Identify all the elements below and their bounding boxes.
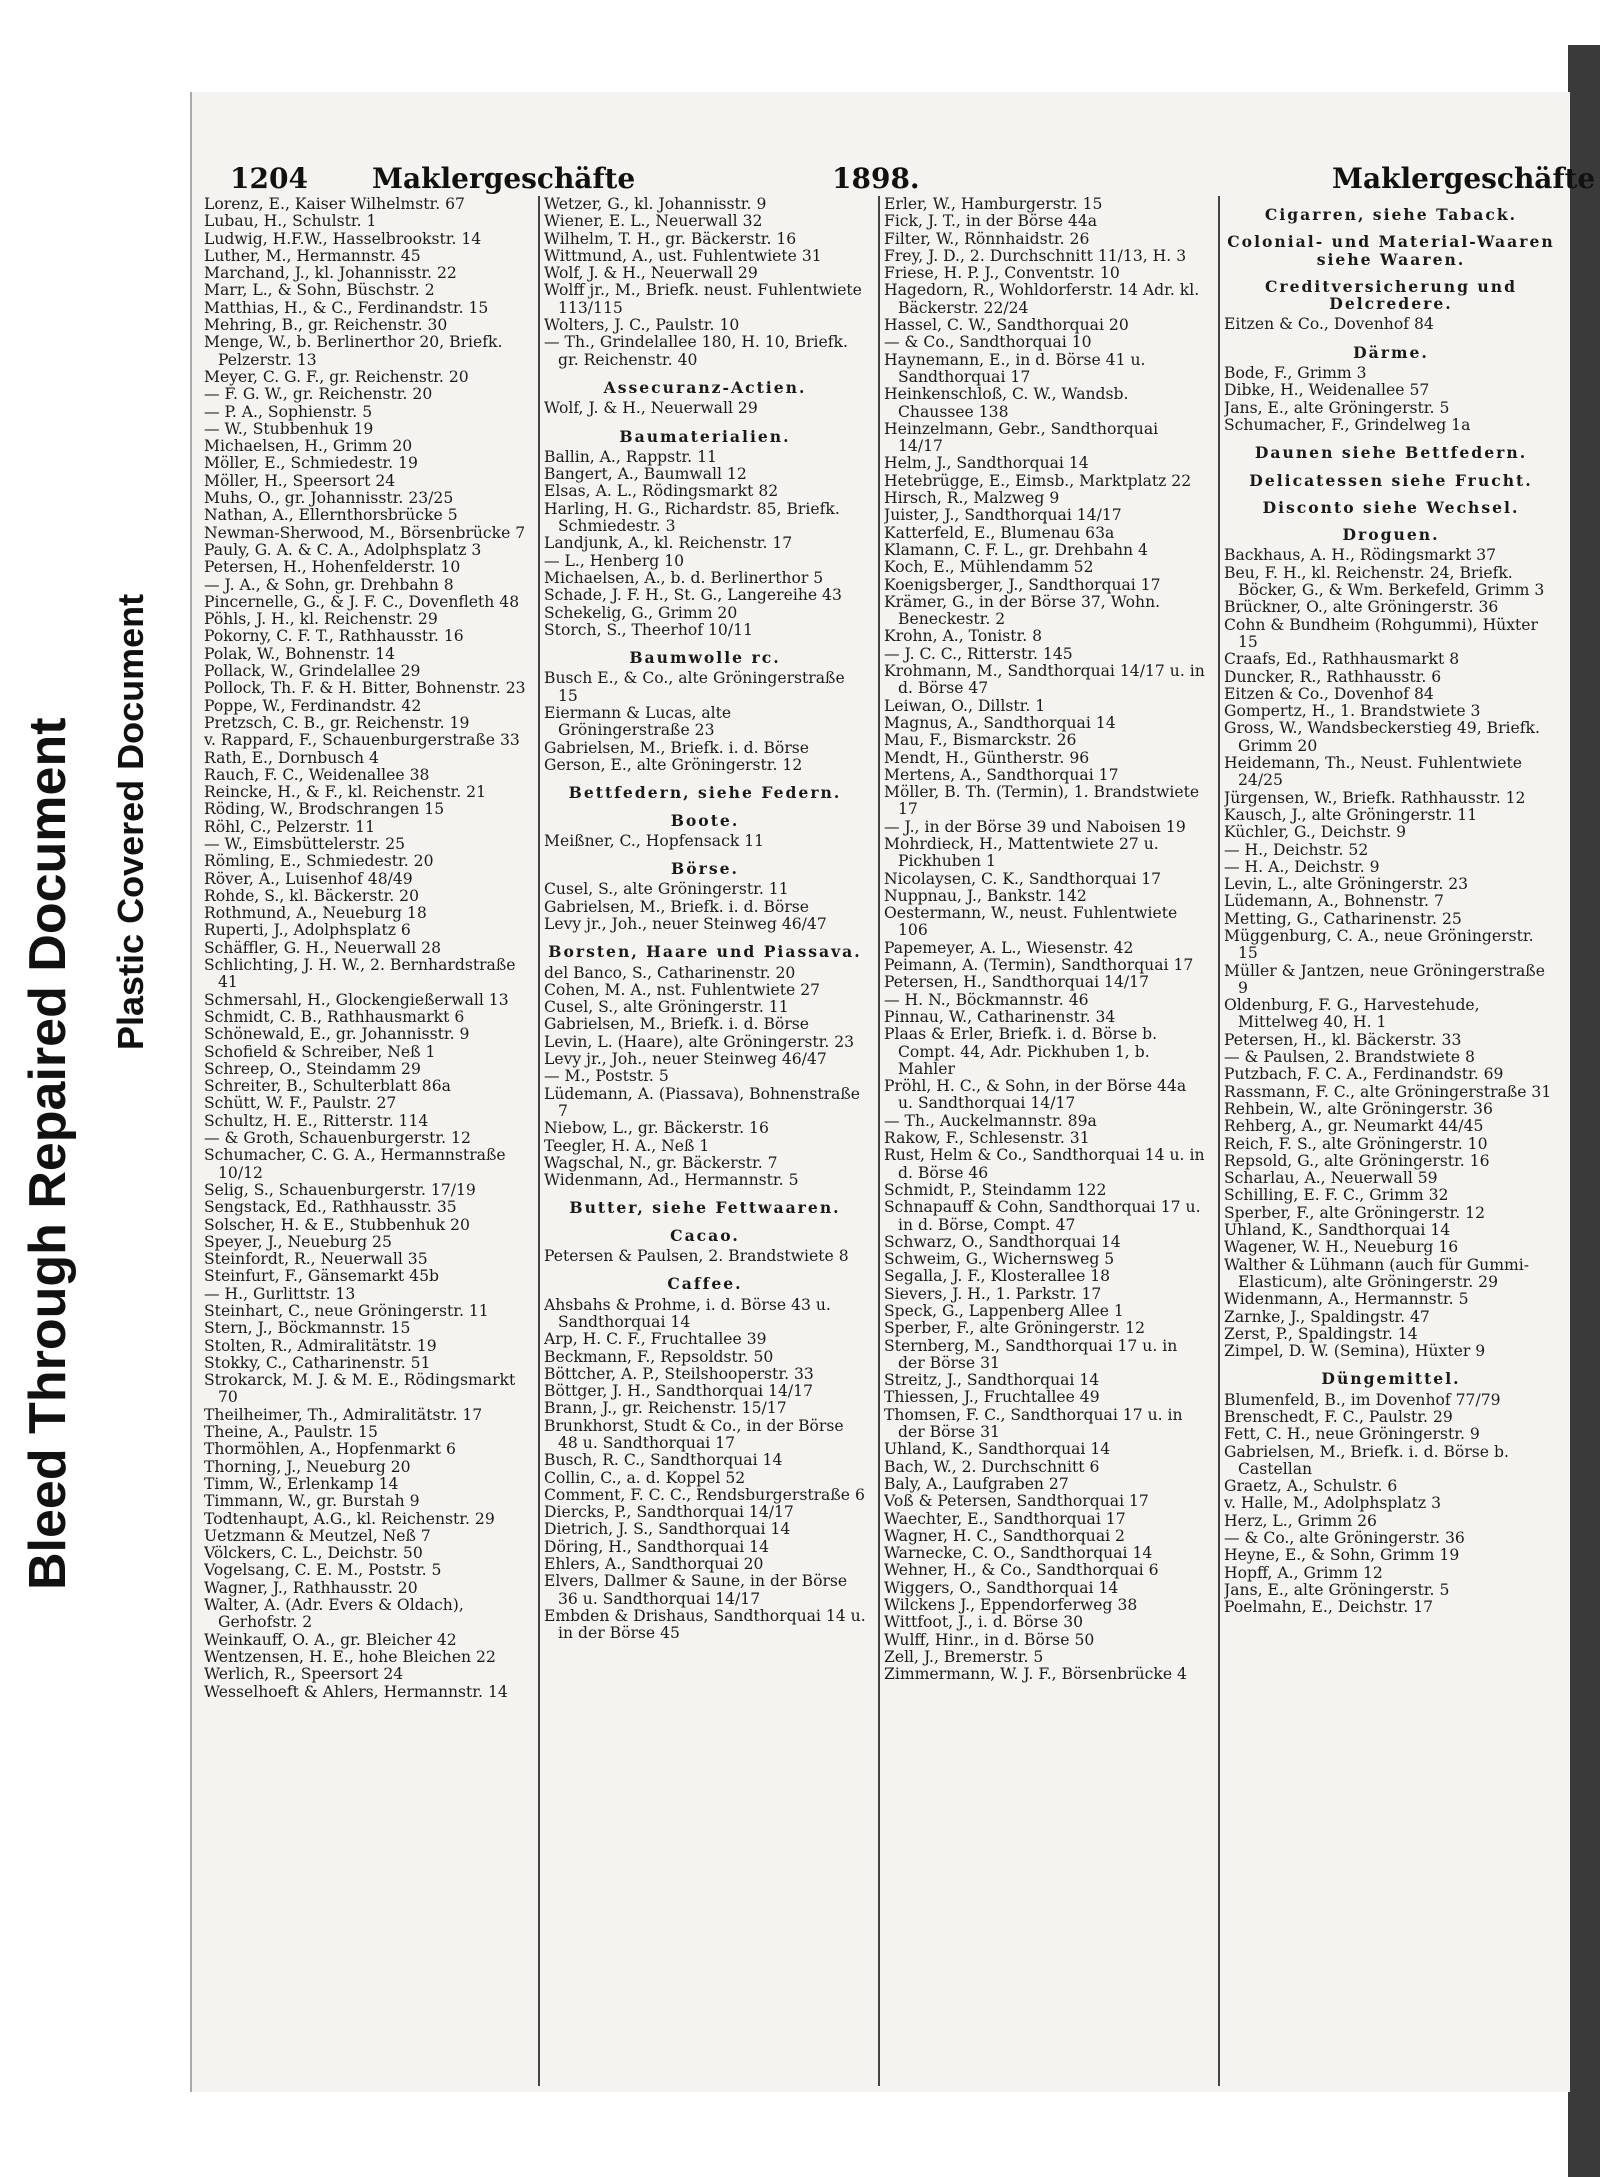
column-4 — [1224, 196, 1558, 2086]
directory-entry: Krämer, G., in der Börse 37, Wohn. Beneckestr. 2 — [884, 592, 1161, 629]
section-heading: Bettfedern, siehe Federn. — [568, 783, 842, 803]
directory-entry: Brenschedt, F. C., Paulstr. 29 — [1224, 1408, 1453, 1426]
directory-entry: Katterfeld, E., Blumenau 63a — [884, 523, 1115, 542]
directory-entry: Comment, F. C. C., Rendsburgerstraße 6 — [544, 1485, 865, 1504]
directory-entry: Bode, F., Grimm 3 — [1224, 364, 1367, 383]
directory-entry: — M., Poststr. 5 — [544, 1067, 669, 1086]
directory-entry: Polak, W., Bohnenstr. 14 — [204, 644, 396, 663]
directory-entry: Wagener, W. H., Neueburg 16 — [1224, 1238, 1459, 1257]
directory-entry: Mau, F., Bismarckstr. 26 — [884, 731, 1077, 750]
directory-entry: Hassel, C. W., Sandthorquai 20 — [884, 316, 1129, 335]
directory-entry: — H. A., Deichstr. 9 — [1224, 857, 1380, 876]
directory-entry: Völckers, C. L., Deichstr. 50 — [204, 1544, 423, 1563]
directory-entry: Segalla, J. F., Klosterallee 18 — [884, 1267, 1111, 1286]
directory-entry: Widenmann, A., Hermannstr. 5 — [1224, 1290, 1469, 1309]
scan-edge — [1568, 45, 1600, 2177]
directory-entry: Petersen, H., Hohenfelderstr. 10 — [204, 558, 461, 577]
directory-entry: Niebow, L., gr. Bäckerstr. 16 — [544, 1119, 769, 1138]
section-heading: Borsten, Haare und Piassava. — [548, 942, 862, 962]
directory-entry: Dibke, H., Weidenallee 57 — [1224, 381, 1430, 400]
directory-entry: Brann, J., gr. Reichenstr. 15/17 — [544, 1399, 787, 1418]
directory-entry: Cohn & Bundheim (Rohgummi), Hüxter 15 — [1224, 615, 1538, 651]
directory-entry: Beckmann, F., Repsoldstr. 50 — [544, 1347, 774, 1366]
directory-entry: — J. C. C., Ritterstr. 145 — [884, 644, 1073, 663]
directory-entry: Wulff, Hinr., in d. Börse 50 — [884, 1630, 1095, 1649]
directory-entry: Sengstack, Ed., Rathhausstr. 35 — [204, 1198, 457, 1217]
directory-entry: Möller, B. Th. (Termin), 1. Brandstwiete 17 — [884, 783, 1200, 819]
directory-entry: Uetzmann & Meutzel, Neß 7 — [204, 1526, 431, 1545]
directory-entry: Marchand, J., kl. Johannisstr. 22 — [204, 264, 457, 283]
directory-entry: Wolff jr., M., Briefk. neust. Fuhlentwiete 113/115 — [544, 281, 862, 317]
directory-entry: Arp, H. C. F., Fruchtallee 39 — [544, 1330, 767, 1349]
directory-entry: Rassmann, F. C., alte Gröningerstraße 31 — [1224, 1082, 1552, 1101]
page-number: 1204 — [230, 162, 308, 195]
directory-entry: Sievers, J. H., 1. Parkstr. 17 — [884, 1284, 1102, 1303]
directory-entry: Schofield & Schreiber, Neß 1 — [204, 1042, 436, 1061]
directory-entry: Pinnau, W., Catharinenstr. 34 — [884, 1007, 1116, 1026]
directory-entry: Rakow, F., Schlesenstr. 31 — [884, 1129, 1090, 1148]
directory-entry: Hetebrügge, E., Eimsb., Marktplatz 22 — [884, 471, 1192, 490]
directory-entry: Michaelsen, A., b. d. Berlinerthor 5 — [544, 568, 824, 587]
directory-entry: Krohmann, M., Sandthorquai 14/17 u. in d. Börse 47 — [884, 662, 1205, 698]
directory-entry: Peimann, A. (Termin), Sandthorquai 17 — [884, 956, 1194, 975]
directory-entry: — L., Henberg 10 — [544, 551, 685, 570]
directory-entry: Blumenfeld, B., im Dovenhof 77/79 — [1224, 1390, 1501, 1409]
directory-entry: Cohen, M. A., nst. Fuhlentwiete 27 — [544, 980, 821, 999]
directory-entry: Elvers, Dallmer & Saune, in der Börse 36 u. Sandthorquai 14/17 — [544, 1572, 848, 1608]
section-heading: Delicatessen siehe Frucht. — [1249, 470, 1533, 490]
directory-entry: Menge, W., b. Berlinerthor 20, Briefk. Pelzerstr. 13 — [204, 333, 503, 369]
directory-entry: Lüdemann, A., Bohnenstr. 7 — [1224, 892, 1444, 911]
directory-entry: Zarnke, J., Spaldingstr. 47 — [1224, 1307, 1430, 1326]
directory-entry: — F. G. W., gr. Reichenstr. 20 — [204, 385, 433, 404]
directory-entry: Storch, S., Theerhof 10/11 — [544, 620, 753, 639]
directory-entry: Luther, M., Hermannstr. 45 — [204, 246, 421, 265]
directory-entry: Timmann, W., gr. Burstah 9 — [204, 1492, 420, 1511]
directory-entry: Frey, J. D., 2. Durchschnitt 11/13, H. 3 — [884, 246, 1187, 265]
directory-entry: Leiwan, O., Dillstr. 1 — [884, 696, 1046, 715]
directory-entry: Wiener, E. L., Neuerwall 32 — [544, 212, 763, 231]
section-heading: Assecuranz-Actien. — [603, 377, 807, 397]
watermark-plastic-covered: Plastic Covered Document — [110, 593, 151, 1050]
section-heading: Börse. — [671, 859, 739, 879]
directory-entry: Brunkhorst, Studt & Co., in der Börse 48 u. Sandthorquai 17 — [544, 1416, 844, 1452]
directory-entry: Pauly, G. A. & C. A., Adolphsplatz 3 — [204, 540, 482, 559]
directory-entry: Michaelsen, H., Grimm 20 — [204, 437, 413, 456]
directory-entry: Graetz, A., Schulstr. 6 — [1224, 1477, 1398, 1496]
directory-entry: Juister, J., Sandthorquai 14/17 — [884, 506, 1122, 525]
directory-entry: Werlich, R., Speersort 24 — [204, 1665, 404, 1684]
directory-entry: Heyne, E., & Sohn, Grimm 19 — [1224, 1546, 1460, 1565]
directory-entry: Waechter, E., Sandthorquai 17 — [884, 1509, 1126, 1528]
directory-entry: Voß & Petersen, Sandthorquai 17 — [884, 1492, 1149, 1511]
directory-entry: Lorenz, E., Kaiser Wilhelmstr. 67 — [204, 196, 465, 213]
directory-entry: Beu, F. H., kl. Reichenstr. 24, Briefk. Böcker, G., & Wm. Berkefeld, Grimm 3 — [1224, 563, 1545, 600]
directory-entry: Thormöhlen, A., Hopfenmarkt 6 — [204, 1440, 456, 1459]
directory-entry: Röver, A., Luisenhof 48/49 — [204, 869, 413, 888]
directory-entry: Rath, E., Dornbusch 4 — [204, 748, 379, 767]
directory-entry: Busch E., & Co., alte Gröningerstraße 15 — [544, 669, 845, 705]
directory-entry: Theilheimer, Th., Admiralitätstr. 17 — [204, 1405, 483, 1424]
directory-entry: Haynemann, E., in d. Börse 41 u. Sandthorquai 17 — [884, 350, 1146, 386]
directory-entry: Stern, J., Böckmannstr. 15 — [204, 1319, 411, 1338]
directory-entry: Schumacher, C. G. A., Hermannstraße 10/12 — [204, 1146, 506, 1182]
section-heading: Düngemittel. — [1321, 1369, 1461, 1389]
directory-entry: Sternberg, M., Sandthorquai 17 u. in der Börse 31 — [884, 1336, 1178, 1372]
directory-entry: Levy jr., Joh., neuer Steinweg 46/47 — [544, 914, 827, 933]
directory-entry: v. Rappard, F., Schauenburgerstraße 33 — [204, 731, 520, 750]
directory-entry: Weinkauff, O. A., gr. Bleicher 42 — [204, 1630, 457, 1649]
directory-entry: Rehbein, W., alte Gröningerstr. 36 — [1224, 1099, 1493, 1118]
directory-entry: Nicolaysen, C. K., Sandthorquai 17 — [884, 869, 1162, 888]
directory-entry: Wolf, J. & H., Neuerwall 29 — [544, 399, 758, 418]
directory-entry: Koch, E., Mühlendamm 52 — [884, 558, 1094, 577]
section-heading: Baumaterialien. — [619, 426, 791, 446]
directory-entry: Heinkenschloß, C. W., Wandsb. Chaussee 138 — [884, 385, 1129, 421]
directory-entry: Widenmann, Ad., Hermannstr. 5 — [544, 1171, 799, 1190]
directory-entry: Walter, A. (Adr. Evers & Oldach), Gerhofstr. 2 — [204, 1596, 464, 1632]
directory-entry: Steinhart, C., neue Gröningerstr. 11 — [204, 1302, 489, 1320]
directory-entry: Ehlers, A., Sandthorquai 20 — [544, 1555, 764, 1574]
directory-entry: Römling, E., Schmiedestr. 20 — [204, 852, 434, 871]
directory-entry: Schütt, W. F., Paulstr. 27 — [204, 1094, 397, 1113]
directory-entry: Craafs, Ed., Rathhausmarkt 8 — [1224, 650, 1460, 669]
directory-entry: Wilhelm, T. H., gr. Bäckerstr. 16 — [544, 229, 797, 248]
directory-entry: Baly, A., Laufgraben 27 — [884, 1474, 1069, 1493]
directory-entry: Schekelig, G., Grimm 20 — [544, 603, 738, 622]
section-heading: Boote. — [670, 810, 740, 830]
directory-entry: Erler, W., Hamburgerstr. 15 — [884, 196, 1103, 213]
directory-entry: Klamann, C. F. L., gr. Drehbahn 4 — [884, 540, 1148, 559]
directory-entry: Walther & Lühmann (auch für Gummi-Elasticum), alte Gröningerstr. 29 — [1224, 1255, 1530, 1291]
directory-page — [190, 92, 1596, 2092]
column-2 — [544, 196, 866, 2086]
directory-entry: Diercks, P., Sandthorquai 14/17 — [544, 1503, 794, 1522]
directory-entry: Schönewald, E., gr. Johannisstr. 9 — [204, 1025, 470, 1044]
directory-entry: Strokarck, M. J. & M. E., Rödingsmarkt 70 — [204, 1371, 516, 1407]
directory-entry: Zimpel, D. W. (Semina), Hüxter 9 — [1224, 1342, 1486, 1361]
directory-entry: Stolten, R., Admiralitätstr. 19 — [204, 1336, 437, 1355]
columns — [204, 196, 1564, 2086]
directory-entry: Mertens, A., Sandthorquai 17 — [884, 765, 1119, 784]
directory-entry: Mehring, B., gr. Reichenstr. 30 — [204, 316, 448, 335]
directory-entry: Lüdemann, A. (Piassava), Bohnenstraße 7 — [544, 1084, 861, 1120]
directory-entry: — J. A., & Sohn, gr. Drehbahn 8 — [204, 575, 454, 594]
directory-entry: Scharlau, A., Neuerwall 59 — [1224, 1169, 1438, 1188]
directory-entry: Cusel, S., alte Gröningerstr. 11 — [544, 998, 789, 1017]
directory-entry: Rothmund, A., Neueburg 18 — [204, 904, 427, 923]
directory-entry: Meyer, C. G. F., gr. Reichenstr. 20 — [204, 367, 469, 386]
directory-entry: Gerson, E., alte Gröningerstr. 12 — [544, 755, 803, 774]
directory-entry: Wesselhoeft & Ahlers, Hermannstr. 14 — [204, 1682, 508, 1701]
directory-entry: Pollock, Th. F. & H. Bitter, Bohnenstr. 23 — [204, 679, 526, 698]
directory-entry: Schnapauff & Cohn, Sandthorquai 17 u. in d. Börse, Compt. 47 — [884, 1198, 1201, 1234]
directory-entry: Thiessen, J., Fruchtallee 49 — [884, 1388, 1100, 1407]
directory-entry: Reincke, H., & F., kl. Reichenstr. 21 — [204, 783, 487, 802]
directory-entry: Wolf, J. & H., Neuerwall 29 — [544, 264, 758, 283]
directory-entry: Pröhl, H. C., & Sohn, in der Börse 44a u. Sandthorquai 14/17 — [884, 1077, 1187, 1113]
directory-entry: Elsas, A. L., Rödingsmarkt 82 — [544, 482, 779, 501]
directory-entry: Wagschal, N., gr. Bäckerstr. 7 — [544, 1153, 778, 1172]
directory-entry: Rohde, S., kl. Bäckerstr. 20 — [204, 886, 420, 905]
directory-entry: Vogelsang, C. E. M., Poststr. 5 — [204, 1561, 442, 1580]
directory-entry: Fick, J. T., in der Börse 44a — [884, 212, 1098, 231]
directory-entry: Zimmermann, W. J. F., Börsenbrücke 4 — [884, 1665, 1187, 1684]
directory-entry: Schreep, O., Steindamm 29 — [204, 1059, 421, 1078]
directory-entry: Ballin, A., Rappstr. 11 — [544, 447, 717, 466]
directory-entry: Teegler, H. A., Neß 1 — [544, 1136, 710, 1155]
directory-entry: Warnecke, C. O., Sandthorquai 14 — [884, 1544, 1153, 1563]
directory-entry: — Th., Auckelmannstr. 89a — [884, 1111, 1097, 1130]
section-heading: Därme. — [1353, 342, 1429, 362]
directory-entry: — & Groth, Schauenburgerstr. 12 — [204, 1129, 471, 1148]
directory-entry: Heinzelmann, Gebr., Sandthorquai 14/17 — [884, 419, 1159, 456]
directory-entry: Schmidt, P., Steindamm 122 — [884, 1180, 1107, 1199]
directory-entry: Jans, E., alte Gröningerstr. 5 — [1224, 1580, 1450, 1599]
section-heading: Cacao. — [670, 1225, 740, 1245]
directory-entry: Gabrielsen, M., Briefk. i. d. Börse — [544, 1015, 810, 1034]
directory-entry: Jürgensen, W., Briefk. Rathhausstr. 12 — [1224, 788, 1526, 807]
directory-entry: Cusel, S., alte Gröningerstr. 11 — [544, 880, 789, 899]
directory-entry: Collin, C., a. d. Koppel 52 — [544, 1468, 746, 1487]
directory-entry: Fett, C. H., neue Gröningerstr. 9 — [1224, 1425, 1480, 1444]
directory-entry: Gabrielsen, M., Briefk. i. d. Börse b. Castellan — [1224, 1442, 1509, 1478]
directory-entry: Speyer, J., Neueburg 25 — [204, 1232, 392, 1251]
directory-entry: Reich, F. S., alte Gröningerstr. 10 — [1224, 1134, 1488, 1153]
directory-entry: Speck, G., Lappenberg Allee 1 — [884, 1302, 1124, 1320]
directory-entry: Schäffler, G. H., Neuerwall 28 — [204, 938, 442, 957]
directory-entry: Hopff, A., Grimm 12 — [1224, 1563, 1383, 1582]
directory-entry: Eitzen & Co., Dovenhof 84 — [1224, 315, 1434, 334]
directory-entry: — & Co., Sandthorquai 10 — [884, 333, 1092, 352]
directory-entry: Meißner, C., Hopfensack 11 — [544, 831, 765, 850]
directory-entry: Heidemann, Th., Neust. Fuhlentwiete 24/25 — [1224, 754, 1523, 790]
directory-entry: Steinfurt, F., Gänsemarkt 45b — [204, 1267, 439, 1286]
directory-entry: Petersen & Paulsen, 2. Brandstwiete 8 — [544, 1247, 849, 1266]
directory-entry: Koenigsberger, J., Sandthorquai 17 — [884, 575, 1161, 594]
directory-entry: Bach, W., 2. Durchschnitt 6 — [884, 1457, 1100, 1476]
section-heading: Creditversicherung und Delcredere. — [1264, 276, 1518, 314]
directory-entry: Papemeyer, A. L., Wiesenstr. 42 — [884, 938, 1134, 957]
section-heading: Colonial- und Material-Waaren siehe Waaren. — [1227, 232, 1555, 269]
directory-entry: Wagner, H. C., Sandthorquai 2 — [884, 1526, 1125, 1545]
section-heading: Daunen siehe Bettfedern. — [1254, 443, 1528, 463]
directory-entry: Pretzsch, C. B., gr. Reichenstr. 19 — [204, 713, 470, 732]
directory-entry: Mendt, H., Güntherstr. 96 — [884, 748, 1090, 767]
directory-entry: Schreiter, B., Schulterblatt 86a — [204, 1077, 451, 1096]
directory-entry: Busch, R. C., Sandthorquai 14 — [544, 1451, 783, 1470]
directory-entry: Levin, L., alte Gröningerstr. 23 — [1224, 875, 1469, 894]
directory-entry: Rehberg, A., gr. Neumarkt 44/45 — [1224, 1117, 1484, 1136]
directory-entry: Pincernelle, G., & J. F. C., Dovenfleth 48 — [204, 592, 520, 611]
directory-entry: Sperber, F., alte Gröningerstr. 12 — [884, 1319, 1146, 1338]
directory-entry: Steinfordt, R., Neuerwall 35 — [204, 1250, 428, 1269]
directory-entry: Zerst, P., Spaldingstr. 14 — [1224, 1324, 1418, 1343]
directory-entry: Schultz, H. E., Ritterstr. 114 — [204, 1111, 429, 1130]
directory-entry: Dietrich, J. S., Sandthorquai 14 — [544, 1520, 791, 1539]
directory-entry: Marr, L., & Sohn, Büschstr. 2 — [204, 281, 435, 300]
directory-entry: Levy jr., Joh., neuer Steinweg 46/47 — [544, 1050, 827, 1069]
directory-entry: Poelmahn, E., Deichstr. 17 — [1224, 1598, 1434, 1617]
directory-entry: Matthias, H., & C., Ferdinandstr. 15 — [204, 298, 489, 317]
directory-entry: Hagedorn, R., Wohldorferstr. 14 Adr. kl. Bäckerstr. 22/24 — [884, 281, 1200, 317]
directory-entry: Timm, W., Erlenkamp 14 — [204, 1474, 399, 1493]
directory-entry: Kausch, J., alte Gröningerstr. 11 — [1224, 805, 1478, 824]
column-1 — [204, 196, 526, 2086]
directory-entry: Böttcher, A. P., Steilshooperstr. 33 — [544, 1364, 814, 1383]
directory-entry: Jans, E., alte Gröningerstr. 5 — [1224, 398, 1450, 417]
directory-entry: Todtenhaupt, A.G., kl. Reichenstr. 29 — [204, 1509, 495, 1528]
directory-entry: Gompertz, H., 1. Brandstwiete 3 — [1224, 702, 1481, 721]
directory-entry: Stokky, C., Catharinenstr. 51 — [204, 1353, 431, 1372]
directory-entry: Muhs, O., gr. Johannisstr. 23/25 — [204, 489, 454, 508]
directory-entry: Magnus, A., Sandthorquai 14 — [884, 713, 1116, 732]
directory-entry: Möller, H., Speersort 24 — [204, 471, 396, 490]
directory-entry: del Banco, S., Catharinenstr. 20 — [544, 963, 796, 982]
directory-entry: Eiermann & Lucas, alte Gröningerstraße 23 — [544, 704, 732, 740]
directory-entry: Duncker, R., Rathhausstr. 6 — [1224, 667, 1442, 686]
directory-entry: Petersen, H., Sandthorquai 14/17 — [884, 973, 1149, 992]
directory-entry: Ludwig, H.F.W., Hasselbrookstr. 14 — [204, 229, 482, 248]
directory-entry: Nathan, A., Ellernthorsbrücke 5 — [204, 506, 458, 525]
directory-entry: — Th., Grindelallee 180, H. 10, Briefk. gr. Reichenstr. 40 — [544, 333, 848, 369]
directory-entry: Wittmund, A., ust. Fuhlentwiete 31 — [544, 246, 822, 265]
directory-entry: Krohn, A., Tonistr. 8 — [884, 627, 1043, 646]
directory-entry: Wagner, J., Rathhausstr. 20 — [204, 1578, 418, 1597]
directory-entry: Schmidt, C. B., Rathhausmarkt 6 — [204, 1007, 465, 1026]
directory-entry: Theine, A., Paulstr. 15 — [204, 1423, 378, 1442]
directory-entry: Wilckens J., Eppendorferweg 38 — [884, 1596, 1138, 1615]
directory-entry: Gross, W., Wandsbeckerstieg 49, Briefk. Grimm 20 — [1224, 719, 1540, 755]
section-heading: Disconto siehe Wechsel. — [1262, 497, 1520, 517]
directory-entry: — H., Deichstr. 52 — [1224, 840, 1369, 859]
directory-entry: Sperber, F., alte Gröningerstr. 12 — [1224, 1203, 1486, 1222]
directory-entry: Harling, H. G., Richardstr. 85, Briefk. Schmiedestr. 3 — [544, 499, 840, 536]
directory-entry: Gabrielsen, M., Briefk. i. d. Börse — [544, 738, 810, 757]
directory-entry: Selig, S., Schauenburgerstr. 17/19 — [204, 1180, 476, 1199]
directory-entry: Eitzen & Co., Dovenhof 84 — [1224, 684, 1434, 703]
directory-entry: Zell, J., Bremerstr. 5 — [884, 1647, 1044, 1666]
directory-entry: Solscher, H. & E., Stubbenhuk 20 — [204, 1215, 470, 1234]
directory-entry: Möller, E., Schmiedestr. 19 — [204, 454, 418, 473]
directory-entry: Uhland, K., Sandthorquai 14 — [1224, 1221, 1451, 1240]
directory-entry: Plaas & Erler, Briefk. i. d. Börse b. Compt. 44, Adr. Pickhuben 1, b. Mahler — [884, 1025, 1158, 1078]
directory-entry: Brückner, O., alte Gröningerstr. 36 — [1224, 598, 1499, 617]
section-heading: Cigarren, siehe Taback. — [1264, 205, 1518, 224]
directory-entry: Oestermann, W., neust. Fuhlentwiete 106 — [884, 904, 1178, 940]
directory-entry: Schweim, G., Wichernsweg 5 — [884, 1250, 1115, 1269]
directory-entry: Backhaus, A. H., Rödingsmarkt 37 — [1224, 546, 1497, 565]
directory-entry: — H., Gurlittstr. 13 — [204, 1284, 356, 1303]
directory-entry: Streitz, J., Sandthorquai 14 — [884, 1371, 1100, 1390]
directory-entry: Schlichting, J. H. W., 2. Bernhardstraße 41 — [204, 956, 516, 992]
header-right-title: Maklergeschäfte — [1332, 162, 1596, 195]
directory-entry: Ahsbahs & Prohme, i. d. Börse 43 u. Sandthorquai 14 — [544, 1295, 831, 1331]
directory-entry: Küchler, G., Deichstr. 9 — [1224, 823, 1407, 842]
directory-entry: Müggenburg, C. A., neue Gröningerstr. 15 — [1224, 926, 1534, 963]
directory-entry: Schmersahl, H., Glockengießerwall 13 — [204, 990, 509, 1009]
directory-entry: Thorning, J., Neueburg 20 — [204, 1457, 411, 1476]
directory-entry: Helm, J., Sandthorquai 14 — [884, 454, 1089, 473]
section-heading: Droguen. — [1342, 525, 1440, 545]
section-heading: Caffee. — [667, 1274, 743, 1294]
section-heading: Baumwolle rc. — [629, 648, 781, 668]
directory-entry: Wehner, H., & Co., Sandthorquai 6 — [884, 1561, 1159, 1580]
directory-entry: v. Halle, M., Adolphsplatz 3 — [1224, 1494, 1441, 1513]
directory-entry: Röding, W., Brodschrangen 15 — [204, 800, 445, 819]
directory-entry: Thomsen, F. C., Sandthorquai 17 u. in der Börse 31 — [884, 1405, 1183, 1442]
directory-entry: Bangert, A., Baumwall 12 — [544, 465, 747, 484]
directory-entry: — J., in der Börse 39 und Naboisen 19 — [884, 817, 1186, 836]
directory-entry: Putzbach, F. C. A., Ferdinandstr. 69 — [1224, 1065, 1504, 1084]
directory-entry: Döring, H., Sandthorquai 14 — [544, 1537, 770, 1556]
directory-entry: Hirsch, R., Malzweg 9 — [884, 489, 1060, 508]
directory-entry: Poppe, W., Ferdinandstr. 42 — [204, 696, 422, 715]
directory-entry: Herz, L., Grimm 26 — [1224, 1511, 1377, 1530]
directory-entry: Repsold, G., alte Gröningerstr. 16 — [1224, 1151, 1490, 1170]
directory-entry: — & Paulsen, 2. Brandstwiete 8 — [1224, 1048, 1475, 1067]
header-year: 1898. — [832, 162, 920, 195]
directory-entry: Pollack, W., Grindelallee 29 — [204, 662, 421, 681]
directory-entry: Rust, Helm & Co., Sandthorquai 14 u. in d. Börse 46 — [884, 1146, 1205, 1182]
directory-entry: Metting, G., Catharinenstr. 25 — [1224, 909, 1462, 928]
directory-entry: Gabrielsen, M., Briefk. i. d. Börse — [544, 897, 810, 916]
directory-entry: Schade, J. F. H., St. G., Langereihe 43 — [544, 586, 842, 605]
directory-entry: Ruperti, J., Adolphsplatz 6 — [204, 921, 411, 940]
directory-entry: Rauch, F. C., Weidenallee 38 — [204, 765, 430, 784]
directory-entry: Embden & Drishaus, Sandthorquai 14 u. in der Börse 45 — [544, 1606, 866, 1643]
directory-entry: Wittfoot, J., i. d. Börse 30 — [884, 1613, 1084, 1632]
directory-entry: Schilling, E. F. C., Grimm 32 — [1224, 1186, 1449, 1205]
directory-entry: Nuppnau, J., Bankstr. 142 — [884, 886, 1087, 905]
directory-entry: Pokorny, C. F. T., Rathhausstr. 16 — [204, 627, 464, 646]
directory-entry: Wentzensen, H. E., hohe Bleichen 22 — [204, 1647, 496, 1666]
directory-entry: — W., Eimsbüttelerstr. 25 — [204, 834, 406, 853]
directory-entry: Wiggers, O., Sandthorquai 14 — [884, 1578, 1119, 1597]
directory-entry: — W., Stubbenhuk 19 — [204, 419, 374, 438]
directory-entry: Oldenburg, F. G., Harvestehude, Mittelweg 40, H. 1 — [1224, 996, 1480, 1032]
directory-entry: Friese, H. P. J., Conventstr. 10 — [884, 264, 1120, 283]
directory-entry: Levin, L. (Haare), alte Gröningerstr. 23 — [544, 1032, 855, 1051]
directory-entry: Böttger, J. H., Sandthorquai 14/17 — [544, 1382, 814, 1401]
directory-entry: Mohrdieck, H., Mattentwiete 27 u. Pickhuben 1 — [884, 834, 1159, 871]
section-heading: Butter, siehe Fettwaaren. — [569, 1198, 841, 1218]
directory-entry: — P. A., Sophienstr. 5 — [204, 402, 373, 421]
directory-entry: Wetzer, G., kl. Johannisstr. 9 — [544, 196, 767, 213]
directory-entry: Filter, W., Rönnhaidstr. 26 — [884, 229, 1090, 248]
directory-entry: Röhl, C., Pelzerstr. 11 — [204, 817, 375, 836]
directory-entry: — & Co., alte Gröningerstr. 36 — [1224, 1529, 1465, 1548]
directory-entry: Pöhls, J. H., kl. Reichenstr. 29 — [204, 610, 438, 629]
directory-entry: Schumacher, F., Grindelweg 1a — [1224, 415, 1471, 434]
directory-entry: Lubau, H., Schulstr. 1 — [204, 212, 377, 231]
watermark-bleed-through: Bleed Through Repaired Document — [19, 717, 77, 1590]
directory-entry: Petersen, H., kl. Bäckerstr. 33 — [1224, 1030, 1462, 1049]
directory-entry: Müller & Jantzen, neue Gröningerstraße 9 — [1224, 961, 1545, 997]
directory-entry: Schwarz, O., Sandthorquai 14 — [884, 1232, 1121, 1251]
directory-entry: Wolters, J. C., Paulstr. 10 — [544, 316, 740, 335]
directory-entry: — H. N., Böckmannstr. 46 — [884, 990, 1089, 1009]
directory-entry: Newman-Sherwood, M., Börsenbrücke 7 — [204, 523, 526, 542]
directory-entry: Uhland, K., Sandthorquai 14 — [884, 1440, 1111, 1459]
column-3 — [884, 196, 1206, 2086]
directory-entry: Landjunk, A., kl. Reichenstr. 17 — [544, 534, 793, 553]
header-left-title: Maklergeschäfte — [372, 162, 636, 195]
